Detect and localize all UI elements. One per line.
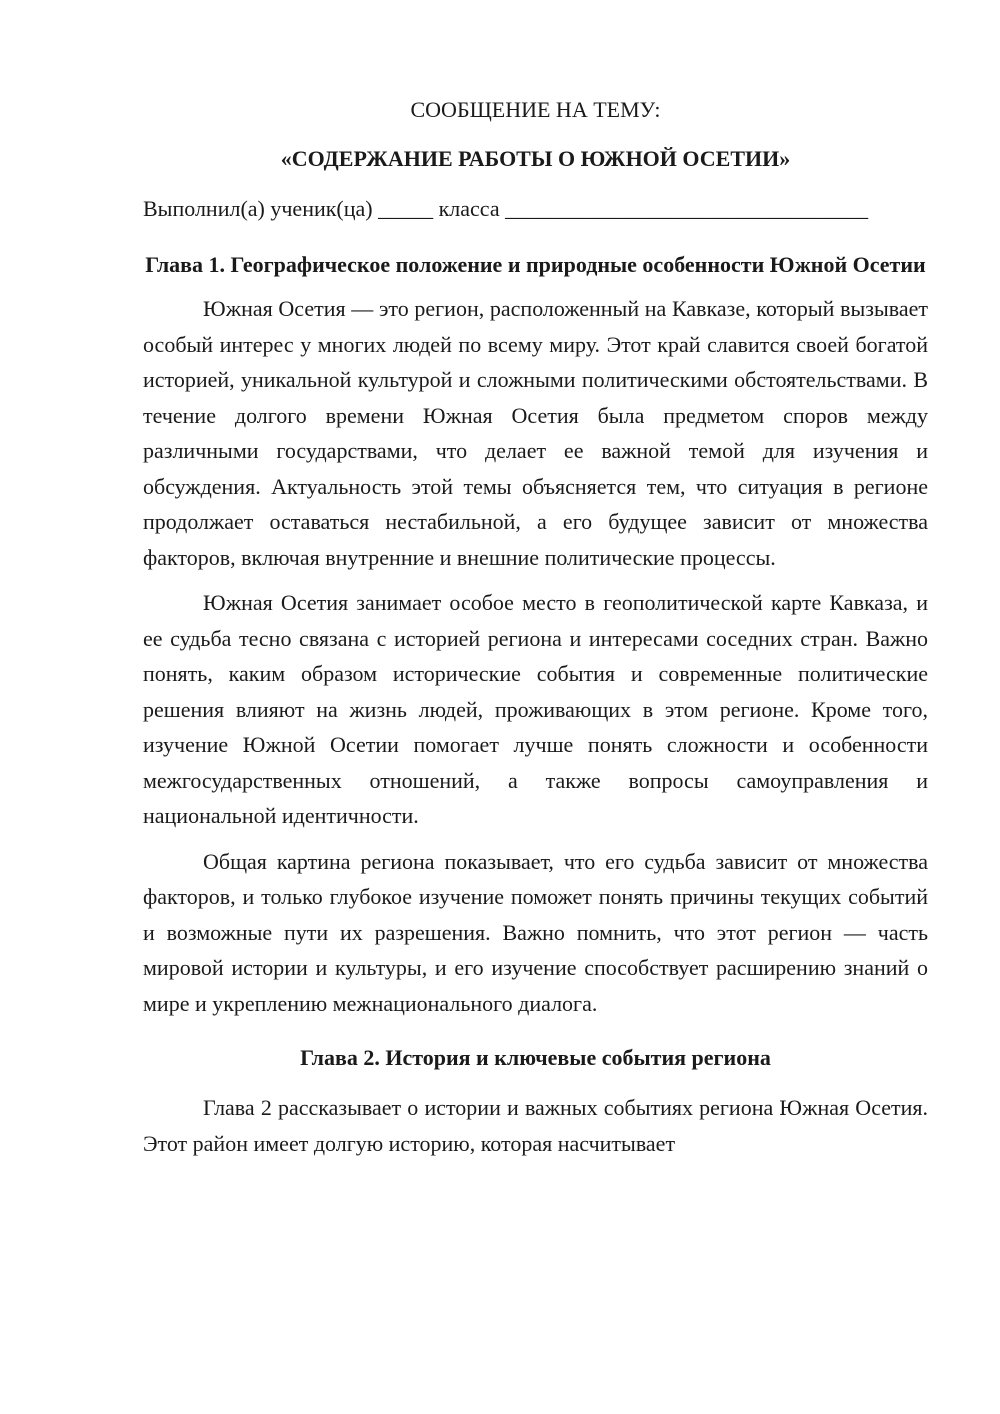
chapter-2-paragraph: Глава 2 рассказывает о истории и важных событиях региона Южная Осетия. Этот район имеет долгую историю, которая насчитывает [143,1095,928,1156]
topic-line: СООБЩЕНИЕ НА ТЕМУ: [410,97,661,122]
chapter-1-paragraph: Общая картина региона показывает, что его судьба зависит от множества факторов, и только глубокое изучение поможет понять причины текущих событий и возможные пути их разрешения. Важно помнить, что этот регион — часть мировой истории и культуры, и его изучение способствует расширению знаний о мире и укреплению межнационального диалога. [143,848,928,1016]
chapter-1-paragraph: Южная Осетия занимает особое место в геополитической карте Кавказа, и ее судьба тесно связана с историей региона и интересами соседних стран. Важно понять, каким образом исторические события и современные политические решения влияют на жизнь людей, проживающих в этом регионе. Кроме того, изучение Южной Осетии помогает лучше понять сложности и особенности межгосударственных отношений, а также вопросы самоуправления и национальной идентичности. [143,590,928,828]
main-title: «СОДЕРЖАНИЕ РАБОТЫ О ЮЖНОЙ ОСЕТИИ» [280,146,791,171]
author-line: Выполнил(а) ученик(ца) _____ класса _________________________________ [143,196,869,221]
chapter-2-title: Глава 2. История и ключевые события региона [300,1045,771,1070]
chapter-1-title: Глава 1. Географическое положение и природные особенности Южной Осетии [145,252,926,277]
chapter-1-paragraph: Южная Осетия — это регион, расположенный на Кавказе, который вызывает особый интерес у многих людей по всему миру. Этот край славится своей богатой историей, уникальной культурой и сложными политическими обстоятельствами. В течение долгого времени Южная Осетия была предметом споров между различными государствами, что делает ее важной темой для изучения и обсуждения. Актуальность этой темы объясняется тем, что ситуация в регионе продолжает оставаться нестабильной, а его будущее зависит от множества факторов, включая внутренние и внешние политические процессы. [143,296,928,570]
document-page [143,92,928,1161]
